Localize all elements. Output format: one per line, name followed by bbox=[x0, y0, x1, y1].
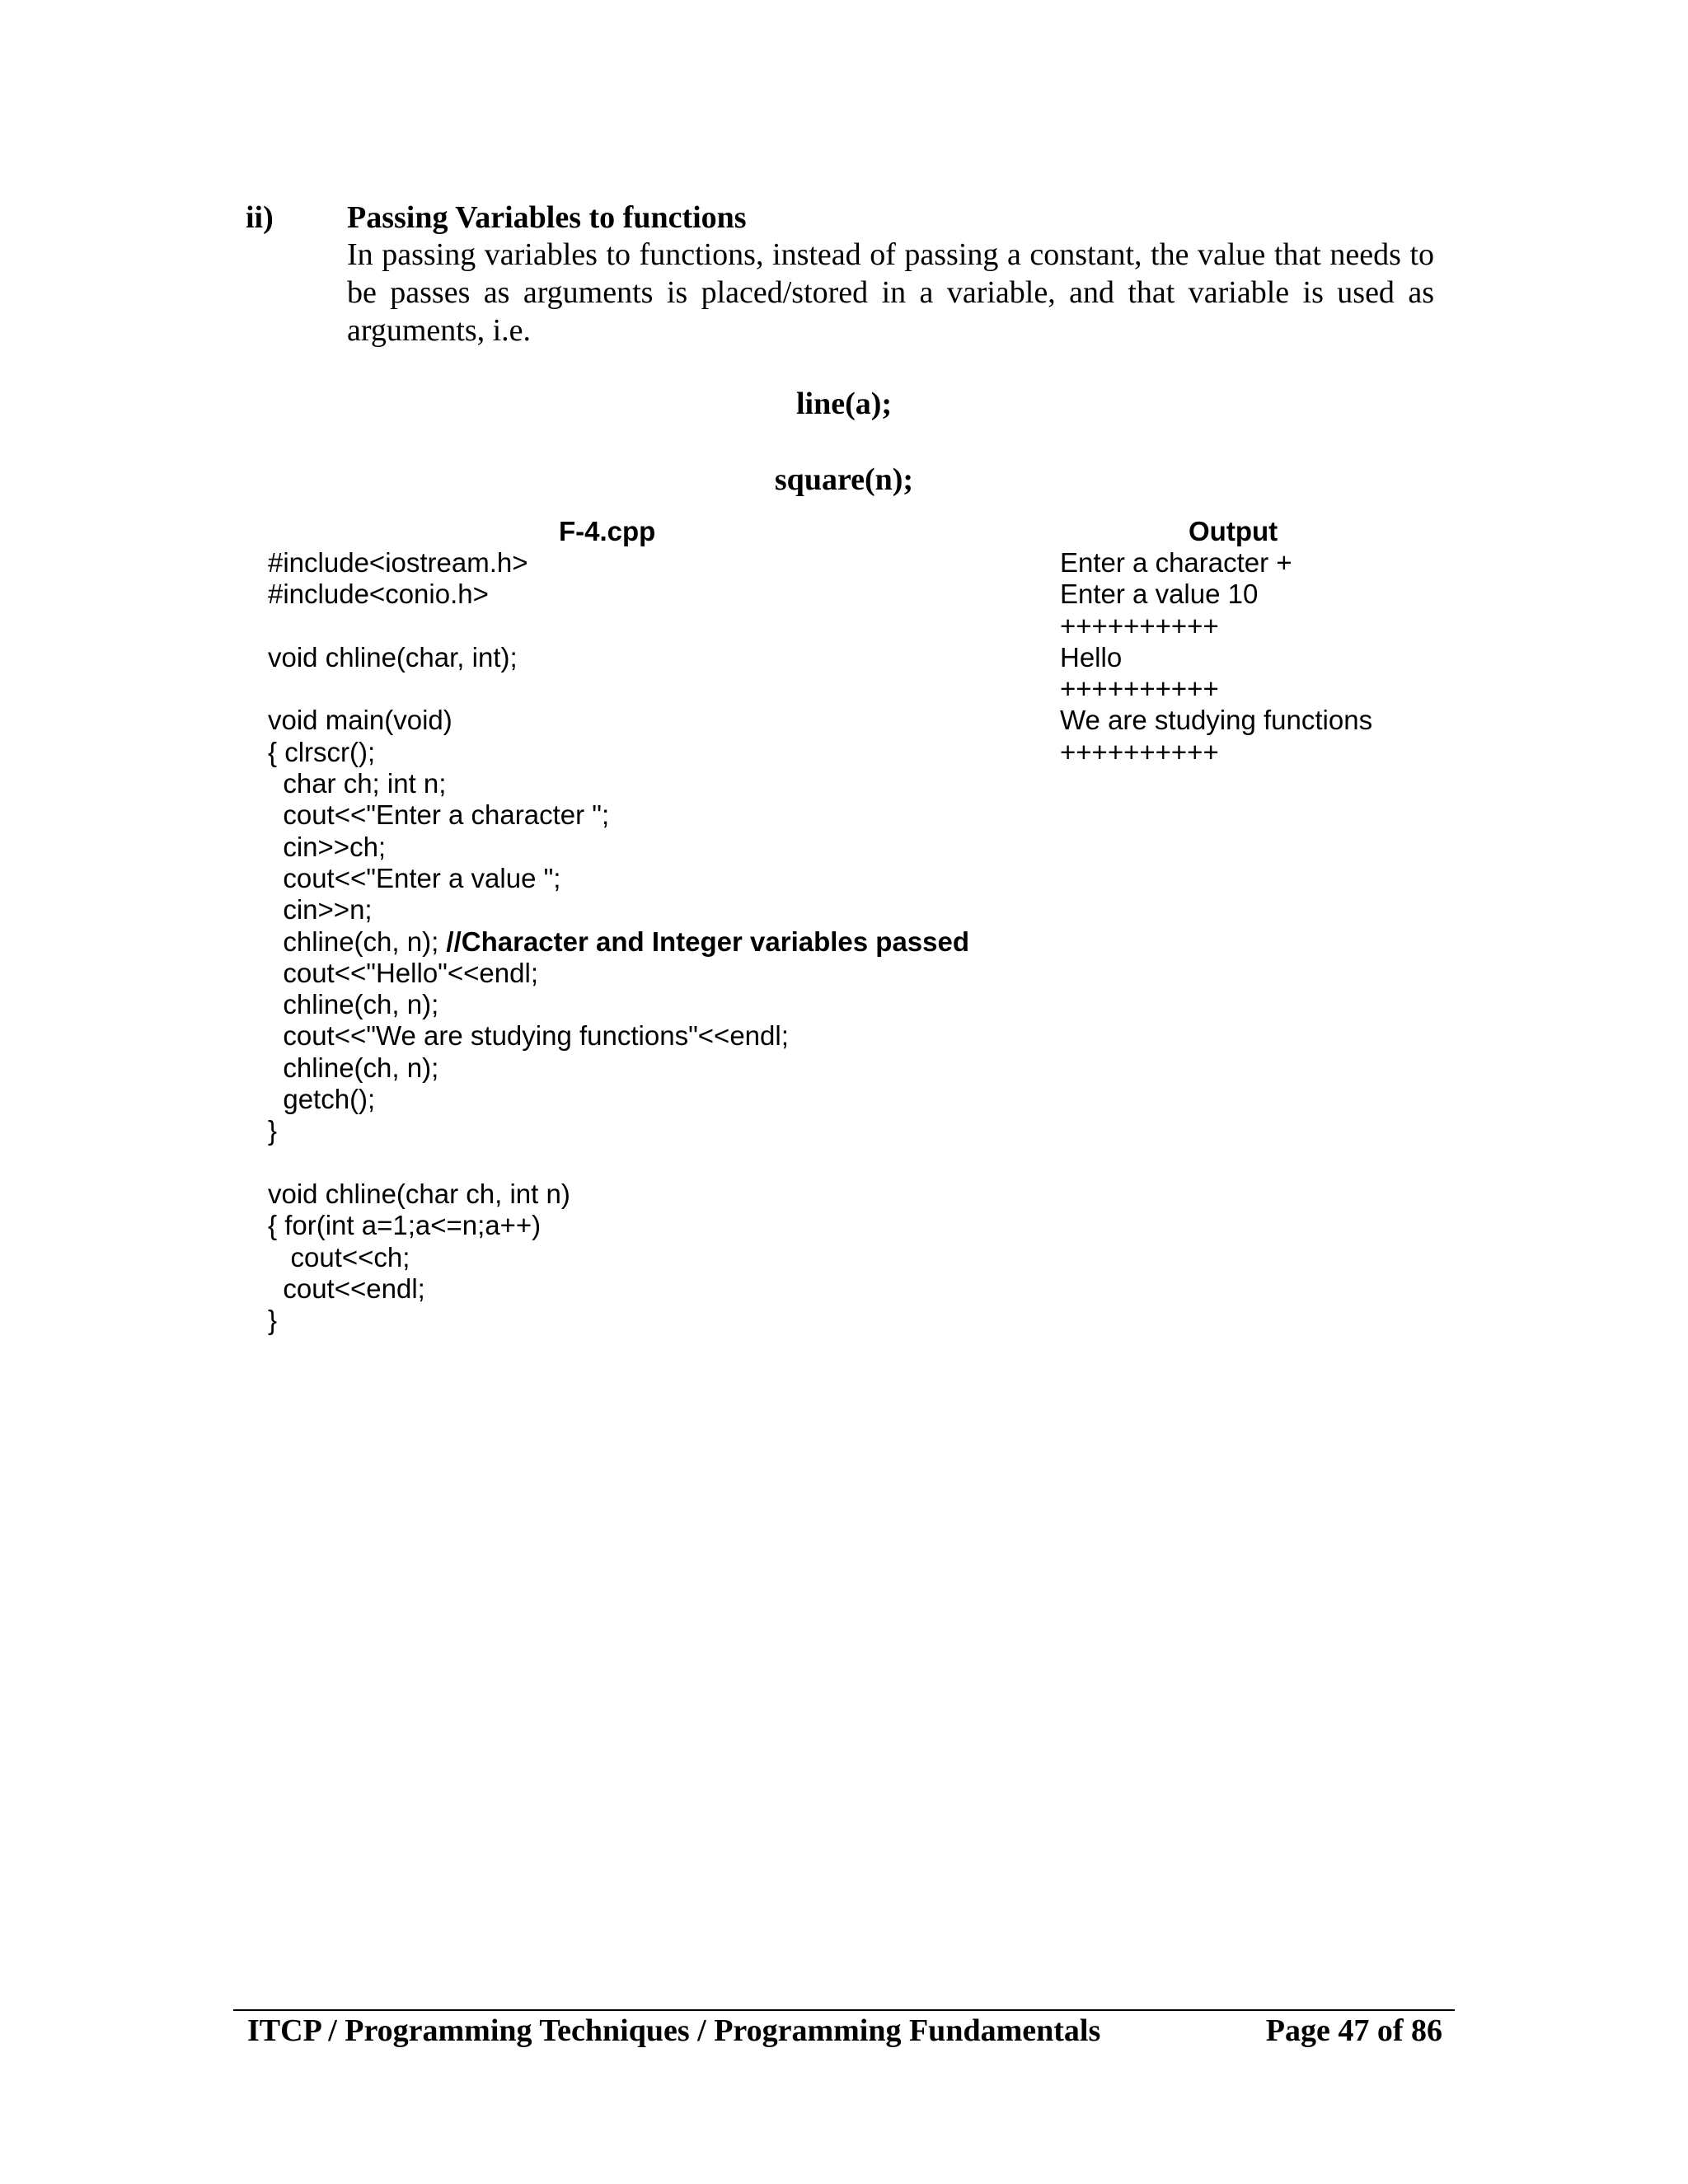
output-line: Enter a value 10 bbox=[1060, 579, 1259, 610]
code-line: { for(int a=1;a<=n;a++) bbox=[268, 1210, 542, 1241]
code-line: cout<<"Hello"<<endl; bbox=[268, 957, 538, 988]
code-listing bbox=[268, 547, 969, 1336]
code-line-with-comment bbox=[268, 926, 969, 958]
code-line: chline(ch, n); bbox=[268, 989, 439, 1020]
footer-page-number: Page 47 of 86 bbox=[1265, 2013, 1442, 2048]
code-line: cout<<ch; bbox=[268, 1241, 410, 1272]
code-line: getch(); bbox=[268, 1084, 376, 1115]
code-line bbox=[268, 611, 969, 642]
code-line: } bbox=[268, 1115, 278, 1146]
code-line: cout<<"Enter a value "; bbox=[268, 862, 561, 893]
output-line: ++++++++++ bbox=[1060, 673, 1219, 705]
output-line: Hello bbox=[1060, 641, 1123, 673]
example-line-call: line(a); bbox=[795, 387, 893, 421]
code-line: cout<<"Enter a character "; bbox=[268, 799, 610, 831]
code-file-heading: F-4.cpp bbox=[559, 516, 656, 546]
code-line bbox=[268, 1147, 969, 1179]
output-line: ++++++++++ bbox=[1060, 610, 1219, 641]
section-title: Passing Variables to functions bbox=[347, 200, 747, 235]
code-line: #include<conio.h> bbox=[268, 579, 489, 610]
output-heading: Output bbox=[1189, 516, 1278, 546]
example-square-call: square(n); bbox=[774, 462, 914, 497]
code-text: chline(ch, n); bbox=[268, 926, 447, 957]
code-line: void chline(char, int); bbox=[268, 641, 518, 673]
code-line bbox=[268, 673, 969, 705]
code-line: } bbox=[268, 1305, 278, 1336]
code-line: cout<<"We are studying functions"<<endl; bbox=[268, 1020, 789, 1052]
code-comment: //Character and Integer variables passed bbox=[446, 926, 970, 957]
code-line: void chline(char ch, int n) bbox=[268, 1178, 570, 1209]
output-line: ++++++++++ bbox=[1060, 736, 1219, 767]
footer-course-title: ITCP / Programming Techniques / Programming Fundamentals bbox=[247, 2013, 1101, 2048]
code-line: #include<iostream.h> bbox=[268, 547, 528, 578]
section-number: ii) bbox=[246, 200, 274, 235]
code-line: cin>>ch; bbox=[268, 831, 387, 862]
code-line: { clrscr(); bbox=[268, 736, 376, 767]
output-line: We are studying functions bbox=[1060, 705, 1373, 736]
code-line: cin>>n; bbox=[268, 894, 373, 926]
code-line: char ch; int n; bbox=[268, 768, 447, 799]
output-line: Enter a character + bbox=[1060, 547, 1292, 578]
program-output bbox=[1060, 547, 1372, 768]
code-line: void main(void) bbox=[268, 705, 452, 736]
code-line: chline(ch, n); bbox=[268, 1052, 439, 1083]
code-line: cout<<endl; bbox=[268, 1272, 425, 1304]
section-paragraph: In passing variables to functions, instead of passing a constant, the value that needs to be passes as arguments is placed/stored in a variable, and that variable is used as arguments, i.e. bbox=[347, 237, 1434, 348]
